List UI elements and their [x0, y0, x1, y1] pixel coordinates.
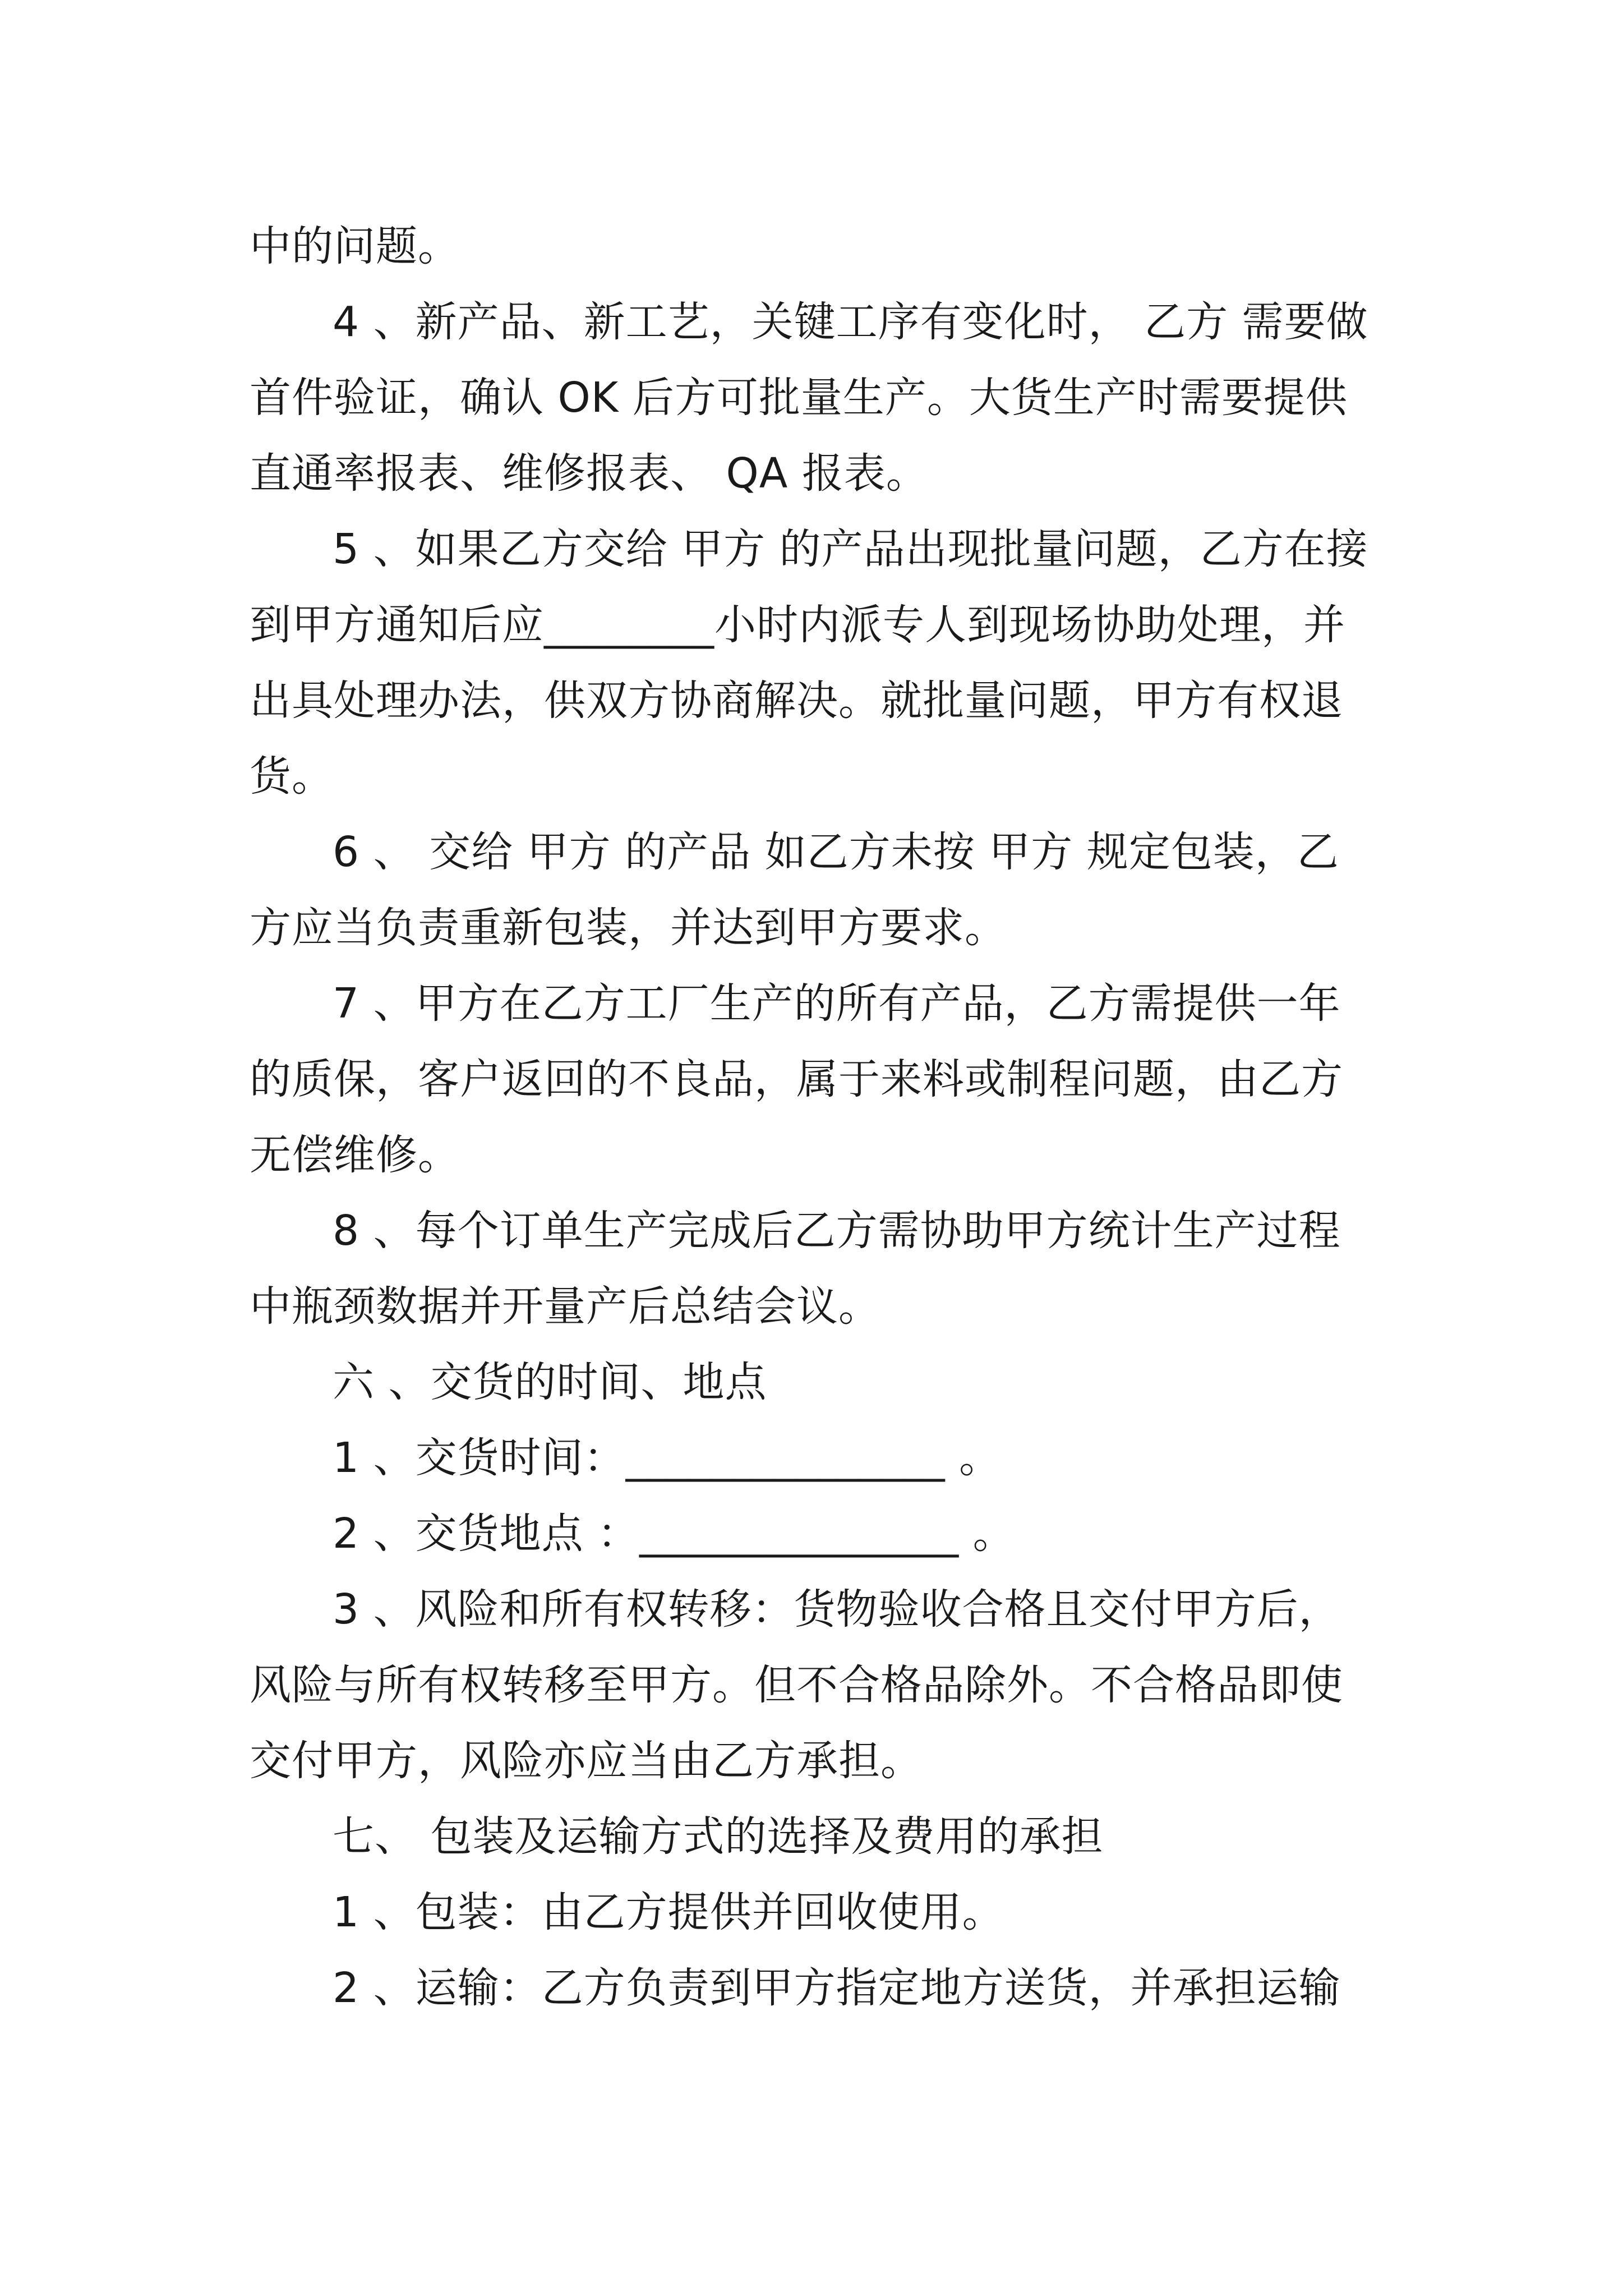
document-body — [250, 209, 1377, 2026]
delivery-place-line: 2 、交货地点 ：_______________ 。 — [333, 1510, 1015, 1558]
paragraph-item-8: 8 、每个订单生产完成后乙方需协助甲方统计生产过程中瓶颈数据并开量产后总结会议。 — [250, 1207, 1341, 1331]
section-heading-seven: 七、 包装及运输方式的选择及费用的承担 — [333, 1812, 1104, 1861]
paragraph-item-4: 4 、新产品、新工艺，关键工序有变化时， 乙方 需要做首件验证，确认 OK 后方可批量生产。大货生产时需要提供直通率报表、维修报表、 QA 报表。 — [250, 298, 1368, 498]
delivery-time-line: 1 、交货时间：_______________ 。 — [333, 1434, 1002, 1482]
transport-line: 2 、运输：乙方负责到甲方指定地方送货，并承担运输 — [333, 1964, 1341, 2012]
paragraph-continuation: 中的问题。 — [250, 222, 460, 270]
packaging-line: 1 、包装：由乙方提供并回收使用。 — [333, 1888, 1004, 1936]
paragraph-item-5: 5 、如果乙方交给 甲方 的产品出现批量问题，乙方在接到甲方通知后应________小时内派专人到现场协助处理，并出具处理办法，供双方协商解决。就批量问题，甲方有权退货。 — [250, 525, 1368, 800]
paragraph-item-7: 7 、甲方在乙方工厂生产的所有产品，乙方需提供一年的质保，客户返回的不良品，属于来料或制程问题，由乙方无偿维修。 — [250, 979, 1343, 1179]
section-heading-six: 六 、交货的时间、地点 — [333, 1358, 767, 1406]
risk-transfer-paragraph: 3 、风险和所有权转移：货物验收合格且交付甲方后，风险与所有权转移至甲方。但不合格品除外。不合格品即使交付甲方，风险亦应当由乙方承担。 — [250, 1585, 1343, 1785]
paragraph-item-6: 6 、 交给 甲方 的产品 如乙方未按 甲方 规定包装，乙方应当负责重新包装，并达到甲方要求。 — [250, 828, 1339, 952]
